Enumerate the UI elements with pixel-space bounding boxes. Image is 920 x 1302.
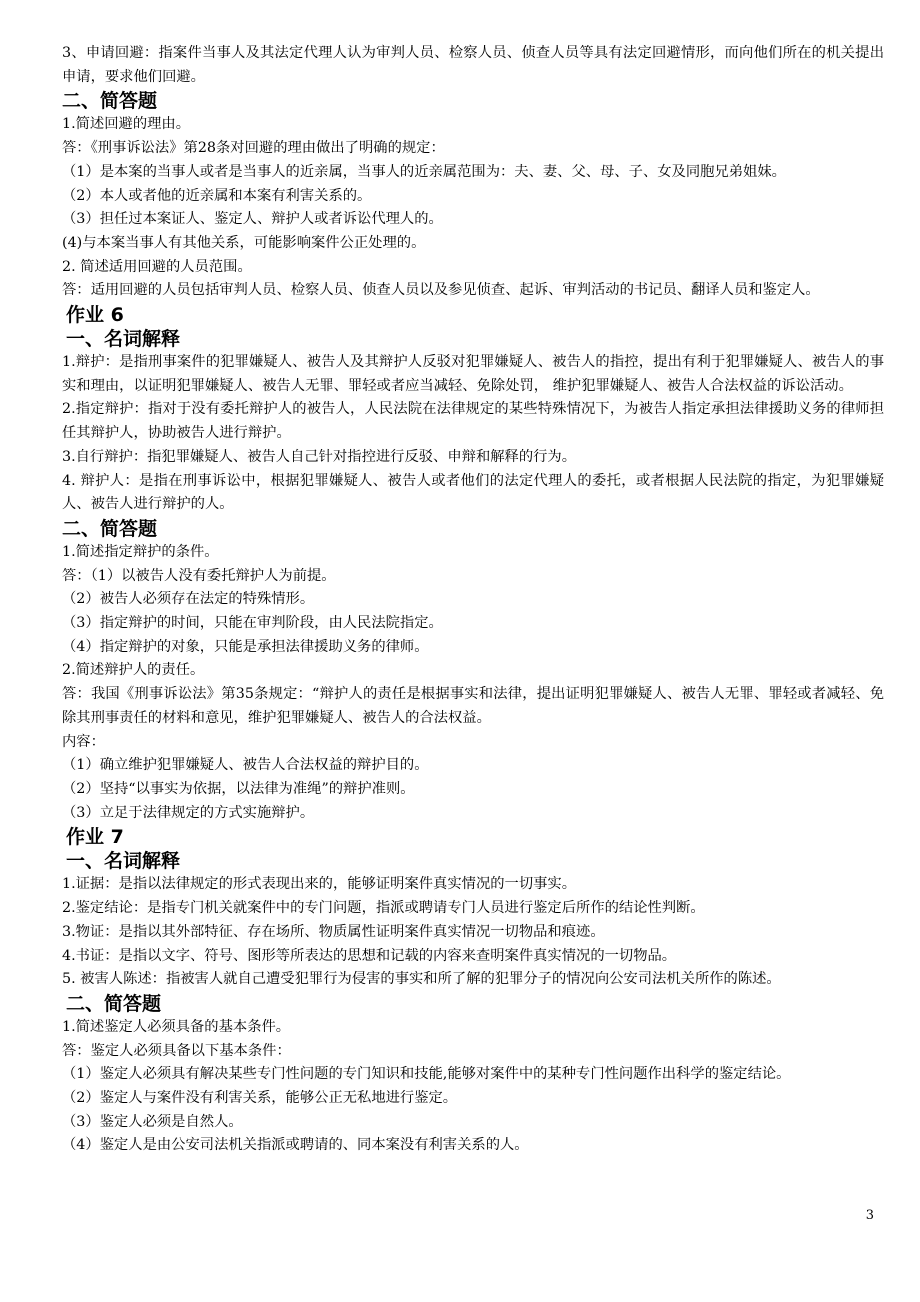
page-number: 3 (865, 1208, 874, 1223)
paragraph: 4. 辩护人：是指在刑事诉讼中，根据犯罪嫌疑人、被告人或者他们的法定代理人的委托，或者根据人民法院的指定，为犯罪嫌疑人、被告人进行辩护的人。 (62, 472, 884, 513)
text-line: 2.简述辩护人的责任。 (62, 662, 205, 679)
text-line: 5. 被害人陈述：指被害人就自己遭受犯罪行为侵害的事实和所了解的犯罪分子的情况向公安司法机关所作的陈述。 (62, 971, 781, 988)
text-line: （3）担任过本案证人、鉴定人、辩护人或者诉讼代理人的。 (62, 211, 443, 228)
section-title: 作业 7 (66, 826, 124, 849)
text-line: （3）鉴定人必须是自然人。 (62, 1113, 243, 1130)
section-heading: 二、简答题 (62, 517, 158, 540)
text-line: （3）指定辩护的时间，只能在审判阶段，由人民法院指定。 (62, 615, 443, 632)
text-line: 1.简述鉴定人必须具备的基本条件。 (62, 1018, 291, 1035)
paragraph: 2.指定辩护：指对于没有委托辩护人的被告人，人民法院在法律规定的某些特殊情况下，为被告人指定承担法律援助义务的律师担任其辩护人，协助被告人进行辩护。 (62, 401, 884, 442)
text-line: 内容： (62, 733, 105, 750)
section-heading: 二、简答题 (66, 992, 162, 1015)
text-line: 答：鉴定人必须具备以下基本条件： (62, 1042, 291, 1059)
section-heading: 二、简答题 (62, 90, 158, 113)
text-line: （4）指定辩护的对象，只能是承担法律援助义务的律师。 (62, 638, 429, 655)
text-line: （2）坚持“以事实为依据，以法律为准绳”的辩护准则。 (62, 780, 415, 797)
text-line: （3）立足于法律规定的方式实施辩护。 (62, 804, 315, 821)
paragraph: 答：我国《刑事诉讼法》第35条规定：“辩护人的责任是根据事实和法律，提出证明犯罪嫌疑人、被告人无罪、罪轻或者减轻、免除其刑事责任的材料和意见，维护犯罪嫌疑人、被告人的合法权益。 (62, 686, 884, 726)
text-line: （1）确立维护犯罪嫌疑人、被告人合法权益的辩护目的。 (62, 757, 429, 774)
paragraph: 1.辩护：是指刑事案件的犯罪嫌疑人、被告人及其辩护人反驳对犯罪嫌疑人、被告人的指控，提出有利于犯罪嫌疑人、被告人的事实和理由，以证明犯罪嫌疑人、被告人无罪、罪轻或者应当减轻、免除处罚， 维护犯罪嫌疑人、被告人合法权益的诉讼活动。 (62, 354, 884, 394)
text-line: 3.物证：是指以其外部特征、存在场所、物质属性证明案件真实情况一切物品和痕迹。 (62, 923, 605, 940)
text-line: 4.书证：是指以文字、符号、图形等所表达的思想和记载的内容来查明案件真实情况的一切物品。 (62, 947, 677, 964)
text-line: 3.自行辩护：指犯罪嫌疑人、被告人自己针对指控进行反驳、申辩和解释的行为。 (62, 448, 577, 465)
paragraph: 3、申请回避：指案件当事人及其法定代理人认为审判人员、检察人员、侦查人员等具有法定回避情形，而向他们所在的机关提出申请，要求他们回避。 (62, 45, 884, 85)
text-line: 2. 简述适用回避的人员范围。 (62, 258, 252, 275)
text-line: （1）鉴定人必须具有解决某些专门性问题的专门知识和技能,能够对案件中的某种专门性问题作出科学的鉴定结论。 (62, 1066, 791, 1083)
text-line: （2）本人或者他的近亲属和本案有利害关系的。 (62, 187, 372, 204)
text-line: 答：（1）以被告人没有委托辩护人为前提。 (62, 567, 336, 584)
text-line: 1.简述回避的理由。 (62, 116, 191, 133)
text-line: （4）鉴定人是由公安司法机关指派或聘请的、同本案没有利害关系的人。 (62, 1137, 529, 1154)
text-line: 答：《刑事诉讼法》第28条对回避的理由做出了明确的规定： (62, 140, 445, 157)
section-heading: 一、名词解释 (66, 850, 181, 873)
paragraph: 答：适用回避的人员包括审判人员、检察人员、侦查人员以及参见侦查、起诉、审判活动的书记员、翻译人员和鉴定人。 (62, 282, 820, 299)
section-title: 作业 6 (66, 304, 124, 327)
text-line: 2.鉴定结论：是指专门机关就案件中的专门问题，指派或聘请专门人员进行鉴定后所作的结论性判断。 (62, 900, 705, 917)
text-line: (4)与本案当事人有其他关系，可能影响案件公正处理的。 (62, 234, 426, 251)
text-line: （1）是本案的当事人或者是当事人的近亲属，当事人的近亲属范围为：夫、妻、父、母、子、女及同胞兄弟姐妹。 (62, 163, 786, 180)
document-body (62, 42, 884, 1158)
text-line: 1.简述指定辩护的条件。 (62, 543, 219, 560)
text-line: （2）被告人必须存在法定的特殊情形。 (62, 591, 315, 608)
text-line: 1.证据：是指以法律规定的形式表现出来的，能够证明案件真实情况的一切事实。 (62, 876, 577, 893)
text-line: （2）鉴定人与案件没有利害关系，能够公正无私地进行鉴定。 (62, 1090, 458, 1107)
section-heading: 一、名词解释 (66, 328, 181, 351)
